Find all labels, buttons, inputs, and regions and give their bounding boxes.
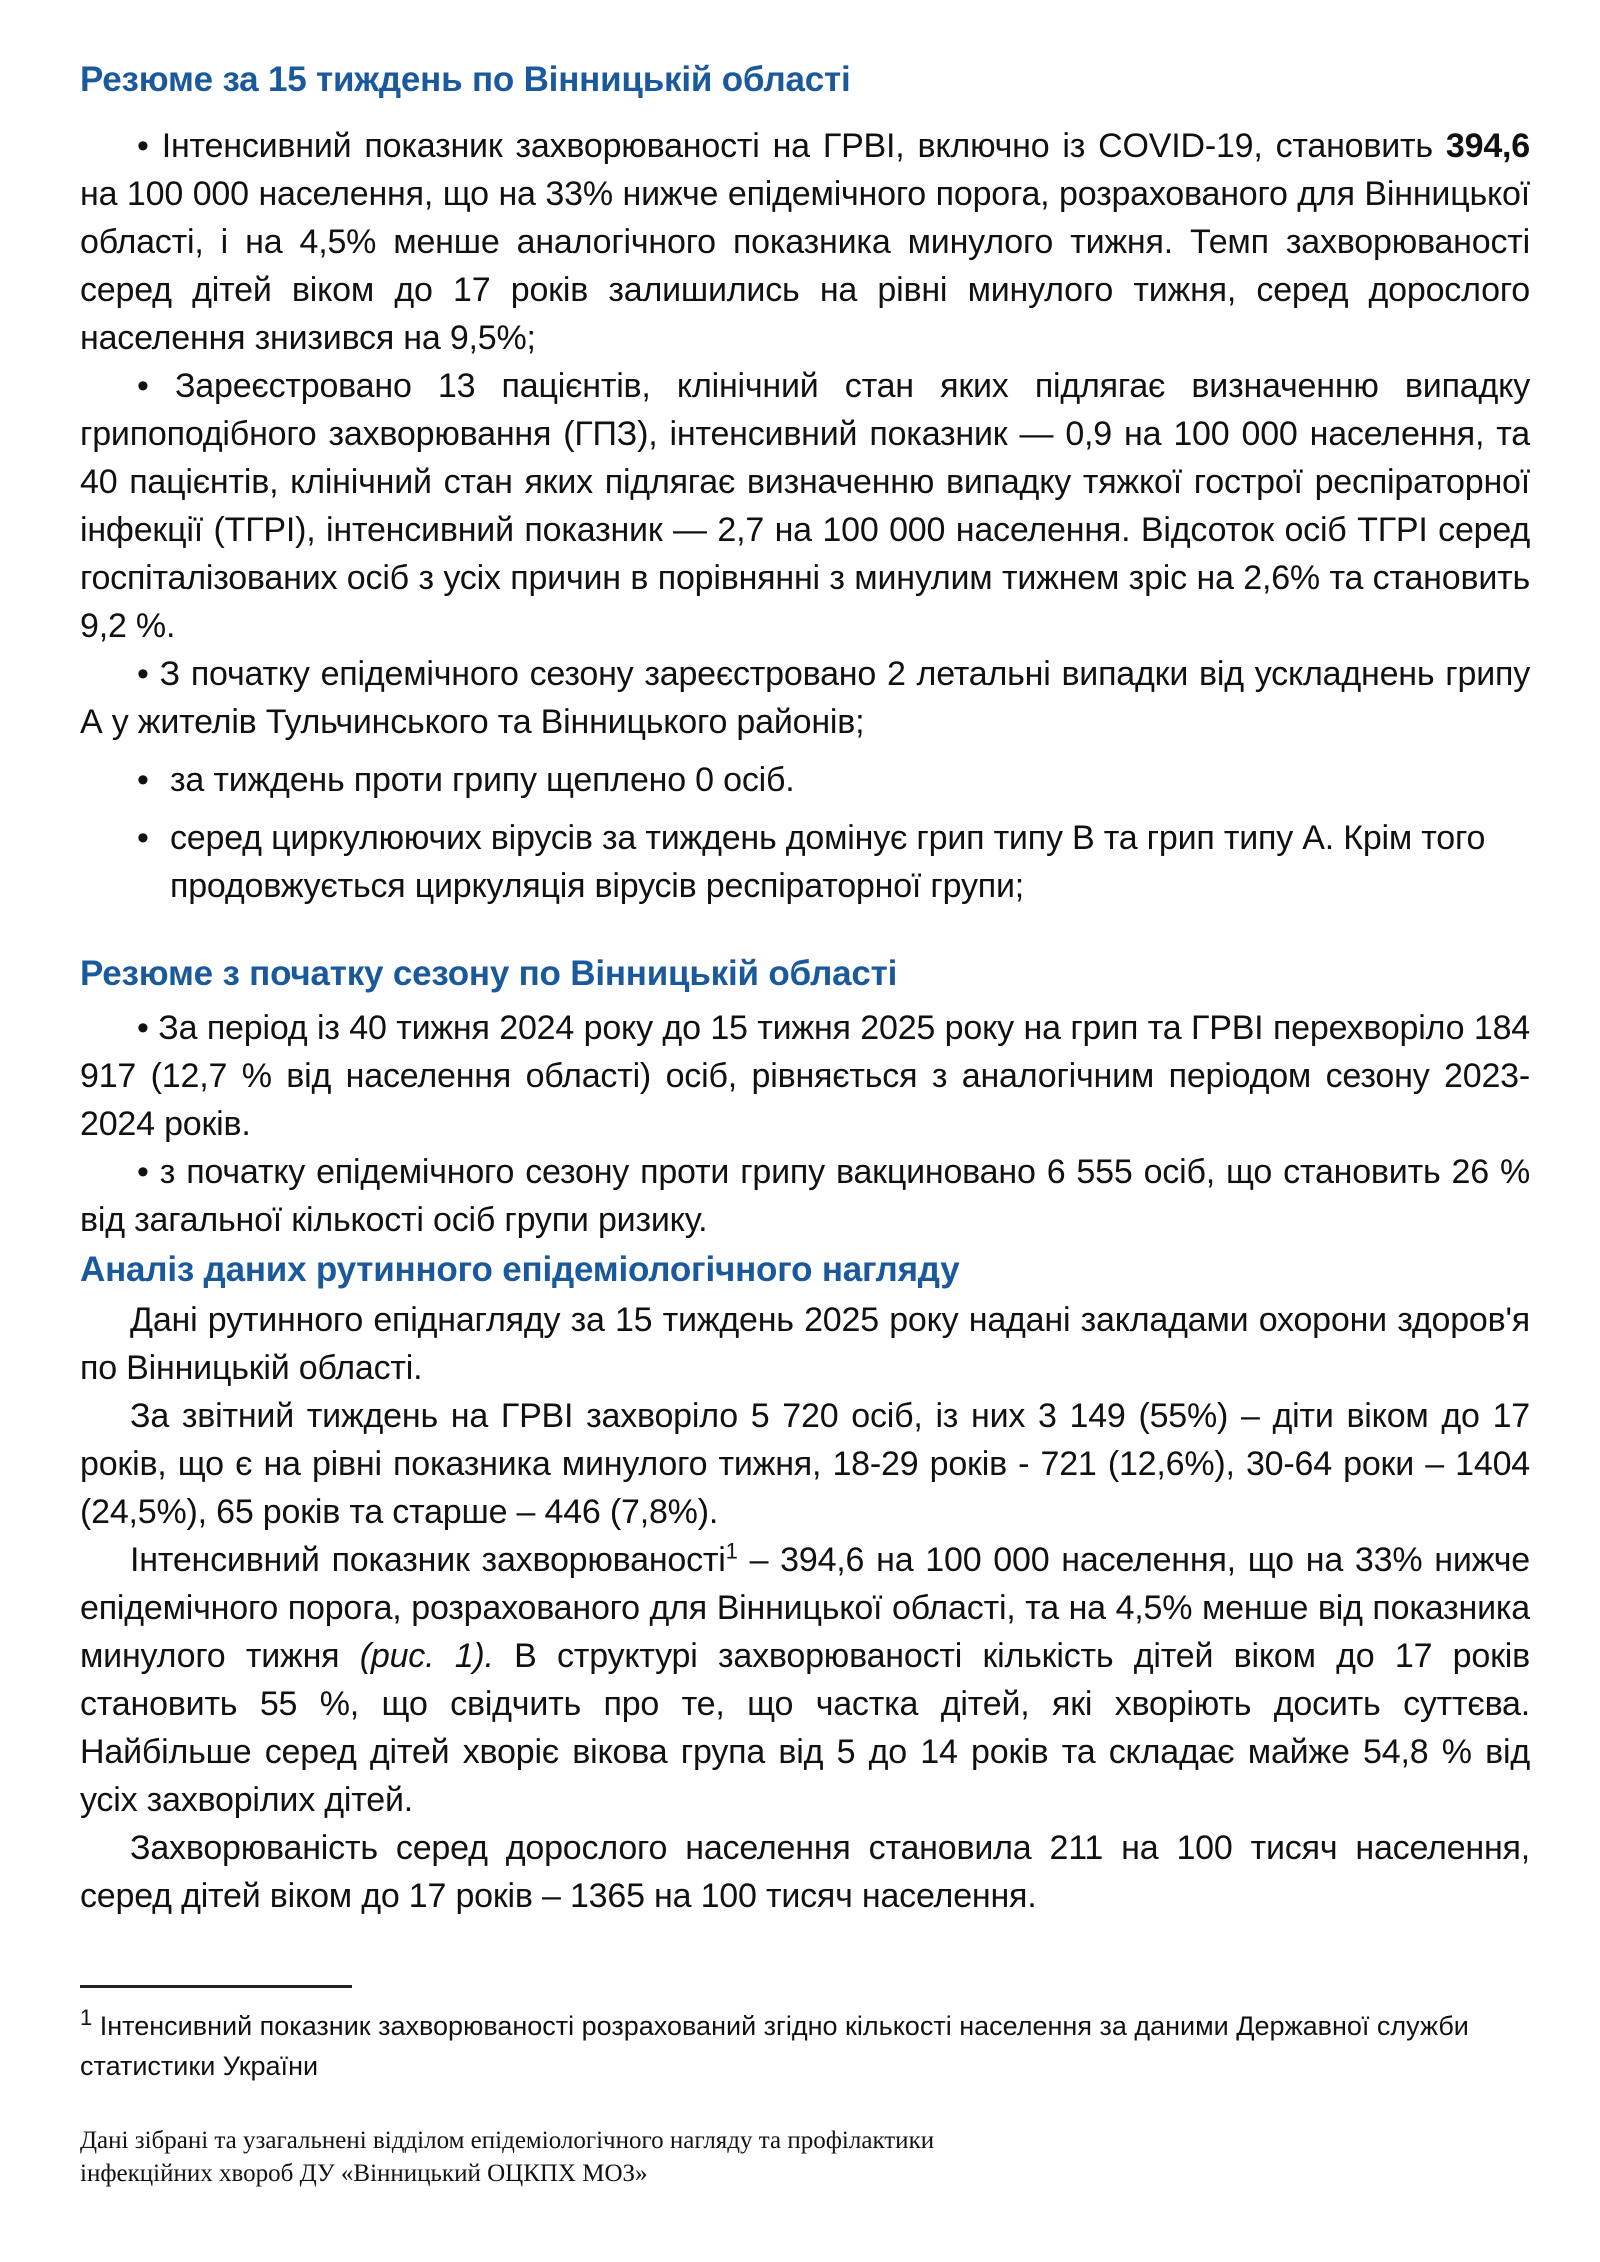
bullet-icon: • <box>137 367 149 405</box>
footer-line-2: інфекційних хвороб ДУ «Вінницький ОЦКПХ МОЗ» <box>80 2160 648 2187</box>
text-run: За період із 40 тижня 2024 року до 15 тижня 2025 року на грип та ГРВІ перехворіло 184 917 (12,7 % від населення області) осіб, рівняється з аналогічним періодом сезону 2023-2024 років. <box>80 1009 1530 1143</box>
footnote-marker: 1 <box>80 2005 93 2030</box>
footer-line-1: Дані зібрані та узагальнені відділом епідеміологічного нагляду та профілактики <box>80 2127 935 2154</box>
text-run: Інтенсивний показник захворюваності на ГРВІ, включно із COVID-19, становить <box>161 127 1446 165</box>
paragraph-season-bullet-1 <box>80 1004 1530 1148</box>
document-footer <box>80 2124 1530 2190</box>
paragraph-week-bullet-5 <box>80 814 1530 910</box>
text-run: – 394,6 на 100 000 населення, що на 33% нижче епідемічного порога, розрахованого для Вінницької області, та на 4,5% менше від показника минулого тижня <box>80 1541 1530 1675</box>
text-run: з початку епідемічного сезону проти грипу вакциновано 6 555 осіб, що становить 26 % від загальної кількості осіб групи ризику. <box>80 1153 1530 1239</box>
footnote-divider <box>80 1985 352 1988</box>
paragraph-week-bullet-1 <box>80 122 1530 362</box>
text-run: В структурі захворюваності кількість дітей віком до 17 років становить 55 %, що свідчить про те, що частка дітей, які хворіють досить суттєва. Найбільше серед дітей хворіє вікова група від 5 до 14 років та складає майже 54,8 % від усіх захворілих дітей. <box>80 1637 1530 1819</box>
bullet-icon: • <box>137 819 149 857</box>
paragraph-analysis-2: За звітний тиждень на ГРВІ захворіло 5 720 осіб, із них 3 149 (55%) – діти віком до 17 років, що є на рівні показника минулого тижня, 18-29 років - 721 (12,6%), 30-64 роки – 1404 (24,5%), 65 років та старше – 446 (7,8%). <box>80 1397 1530 1531</box>
bullet-icon: • <box>137 1153 149 1191</box>
text-run: Зареєстровано 13 пацієнтів, клінічний стан яких підлягає визначенню випадку грипоподібного захворювання (ГПЗ), інтенсивний показник — 0,9 на 100 000 населення, та 40 пацієнтів, клінічний стан яких підлягає визначенню випадку тяжкої гострої респіраторної інфекції (ТГРІ), інтенсивний показник — 2,7 на 100 000 населення. Відсоток осіб ТГРІ серед госпіталізованих осіб з усіх причин в порівнянні з минулим тижнем зріс на 2,6% та становить 9,2 %. <box>80 367 1531 645</box>
footnote-text <box>80 2006 1530 2086</box>
paragraph-analysis-4: Захворюваність серед дорослого населення становила 211 на 100 тисяч населення, серед дітей віком до 17 років – 1365 на 100 тисяч населення. <box>80 1829 1530 1915</box>
text-run: Інтенсивний показник захворюваності розрахований згідно кількості населення за даними Державної служби статистики України <box>80 2011 1469 2081</box>
paragraph-week-bullet-4 <box>80 756 1530 804</box>
section-heading-week-summary: Резюме за 15 тиждень по Вінницькій області <box>80 60 851 99</box>
section-heading-analysis: Аналіз даних рутинного епідеміологічного нагляду <box>80 1250 960 1289</box>
paragraph-analysis-3 <box>80 1536 1530 1824</box>
bullet-icon: • <box>137 127 149 165</box>
paragraph-season-bullet-2 <box>80 1148 1530 1244</box>
bullet-icon: • <box>137 761 149 799</box>
footnote-reference-marker: 1 <box>725 1538 738 1564</box>
bullet-icon: • <box>137 655 149 693</box>
paragraph-week-bullet-3 <box>80 650 1530 746</box>
text-run-italic-figure-reference: (рис. 1). <box>359 1637 494 1675</box>
text-run: Інтенсивний показник захворюваності <box>130 1541 726 1579</box>
text-run: серед циркулюючих вірусів за тиждень домінує грип типу В та грип типу А. Крім того продовжується циркуляція вірусів респіраторної групи; <box>170 819 1486 905</box>
bullet-icon: • <box>137 1009 149 1047</box>
paragraph-analysis-1: Дані рутинного епіднагляду за 15 тиждень 2025 року надані закладами охорони здоров'я по Вінницькій області. <box>80 1301 1530 1387</box>
paragraph-week-bullet-2 <box>80 362 1530 650</box>
section-heading-season-summary: Резюме з початку сезону по Вінницькій області <box>80 954 898 993</box>
footnote-area <box>80 1985 1530 2190</box>
text-run: за тиждень проти грипу щеплено 0 осіб. <box>170 761 795 799</box>
text-run-bold-incidence-rate: 394,6 <box>1445 127 1530 165</box>
text-run: З початку епідемічного сезону зареєстровано 2 летальні випадки від ускладнень грипу А у жителів Тульчинського та Вінницького районів; <box>80 655 1530 741</box>
text-run: на 100 000 населення, що на 33% нижче епідемічного порога, розрахованого для Вінницької області, і на 4,5% менше аналогічного показника минулого тижня. Темп захворюваності серед дітей віком до 17 років залишились на рівні минулого тижня, серед дорослого населення знизився на 9,5%; <box>80 175 1530 357</box>
